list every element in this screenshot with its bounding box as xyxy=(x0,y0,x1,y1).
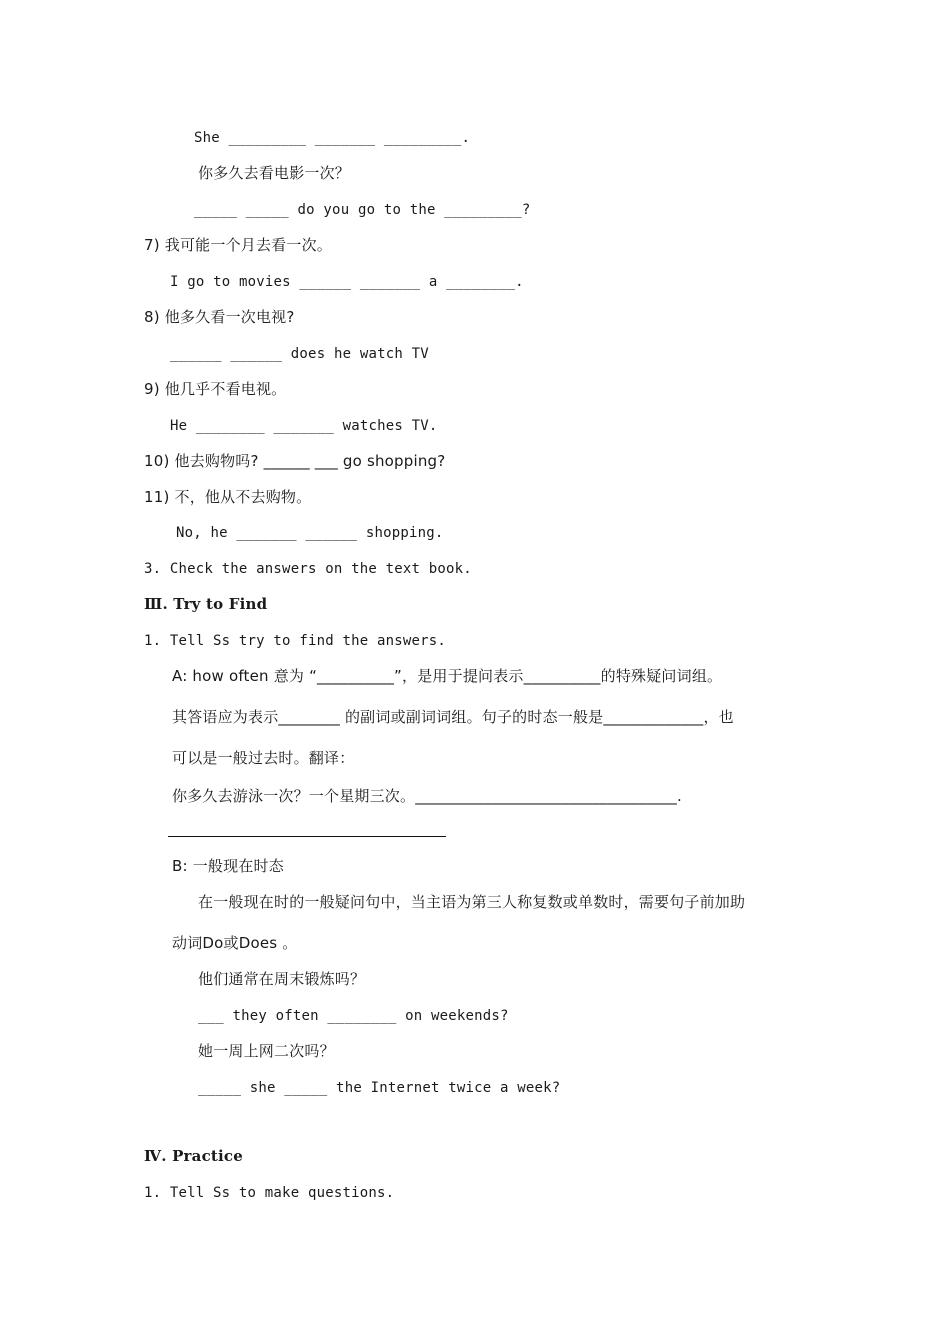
text-line: ___ they often ________ on weekends? xyxy=(198,1008,509,1024)
section-heading: Ⅳ. Practice xyxy=(144,1147,244,1165)
text-line: I go to movies ______ _______ a ________. xyxy=(170,274,524,290)
text-line: She _________ _______ _________. xyxy=(194,130,471,146)
section-heading: Ⅲ. Try to Find xyxy=(144,595,268,613)
text-line: B: 一般现在时态 xyxy=(172,857,284,875)
text-line: 1. Tell Ss to make questions. xyxy=(144,1185,395,1201)
text-line: 3. Check the answers on the text book. xyxy=(144,561,472,577)
answer-line xyxy=(168,836,446,837)
text-line: 他们通常在周末锻炼吗？ xyxy=(198,970,366,988)
text-line: 动词Do或Does 。 xyxy=(172,934,298,952)
text-line: _____ she _____ the Internet twice a week? xyxy=(198,1080,561,1096)
text-line: 你多久去游泳一次？一个星期三次。__________________________________. xyxy=(172,787,682,805)
text-line: 10) 他去购物吗? ______ ___ go shopping? xyxy=(144,452,446,470)
text-line: No, he _______ ______ shopping. xyxy=(176,525,444,541)
text-line: 9) 他几乎不看电视。 xyxy=(144,380,287,398)
text-line: 7) 我可能一个月去看一次。 xyxy=(144,236,332,254)
text-line: ______ ______ does he watch TV xyxy=(170,346,429,362)
text-line: 你多久去看电影一次？ xyxy=(198,164,351,182)
text-line: 在一般现在时的一般疑问句中，当主语为第三人称复数或单数时，需要句子前加助 xyxy=(198,893,746,911)
text-line: 其答语应为表示________ 的副词或副词词组。句子的时态一般是_____________，也 xyxy=(172,708,734,726)
text-line: 她一周上网二次吗？ xyxy=(198,1042,335,1060)
text-line: 可以是一般过去时。翻译： xyxy=(172,749,355,767)
text-line: 8) 他多久看一次电视? xyxy=(144,308,295,326)
text-line: 1. Tell Ss try to find the answers. xyxy=(144,633,447,649)
text-line: 11) 不，他从不去购物。 xyxy=(144,488,312,506)
text-line: He ________ _______ watches TV. xyxy=(170,418,438,434)
text-line: A: how often 意为 “__________”，是用于提问表示__________的特殊疑问词组。 xyxy=(172,667,723,685)
text-line: _____ _____ do you go to the _________? xyxy=(194,202,531,218)
